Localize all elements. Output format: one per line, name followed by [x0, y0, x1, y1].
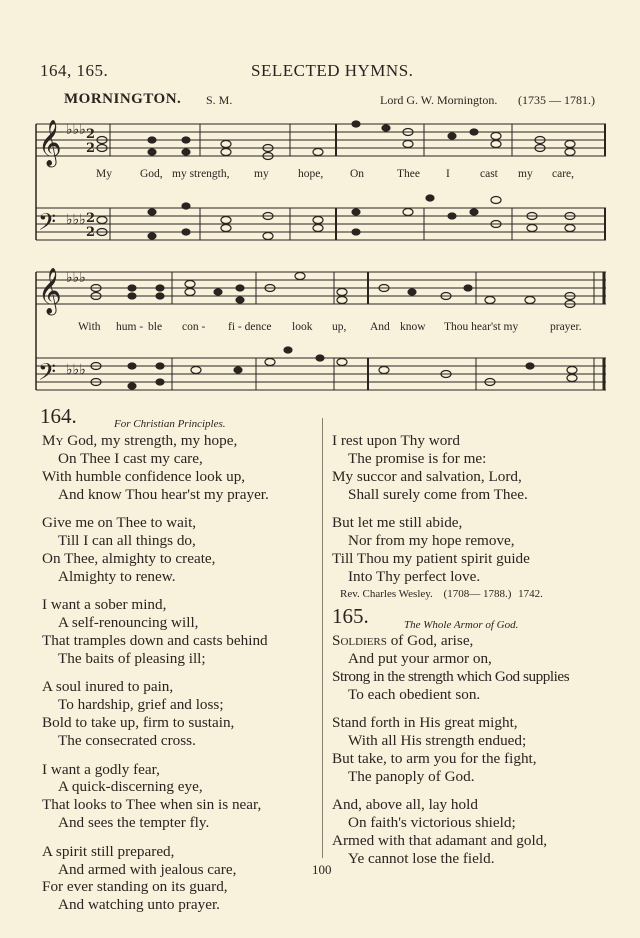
- stanza-1: [42, 432, 269, 504]
- hymn-164-number: 164.: [40, 404, 77, 428]
- verse-line: To hardship, grief and loss;: [58, 696, 224, 714]
- lyric-syllable: My: [96, 168, 112, 180]
- verse-line: And, above all, lay hold: [332, 796, 478, 814]
- lyric-syllable: look: [292, 321, 313, 333]
- lyric-syllable: With: [78, 321, 101, 333]
- verse-line: That tramples down and casts behind: [42, 632, 268, 650]
- lyric-syllable: On: [350, 168, 365, 180]
- verse-line: A self-renouncing will,: [58, 614, 199, 632]
- verse-line: And armed with jealous care,: [58, 860, 237, 878]
- hymn-164-attribution: [332, 588, 543, 600]
- verse-line: On faith's victorious shield;: [348, 814, 516, 832]
- svg-text:𝄢: 𝄢: [38, 358, 57, 391]
- author-name: Rev. Charles Wesley.: [340, 587, 433, 600]
- bass-staff-2: [36, 358, 606, 390]
- svg-text:𝄞: 𝄞: [38, 268, 62, 314]
- verse-line: A spirit still prepared,: [42, 842, 175, 860]
- verse-line: On Thee I cast my care,: [58, 449, 203, 467]
- verse-line: And sees the tempter fly.: [58, 814, 210, 832]
- verse-line: Till Thou my patient spirit guide: [332, 549, 530, 567]
- treble-staff-1: [36, 124, 606, 156]
- lyric-syllable: know: [400, 321, 426, 333]
- lyric-syllable: hope,: [298, 168, 324, 180]
- verse-line: Stand forth in His great might,: [332, 714, 518, 732]
- verse-line: Almighty to renew.: [58, 567, 176, 585]
- verse-line: Shall surely come from Thee.: [348, 485, 528, 503]
- lyric-syllable: prayer.: [550, 321, 582, 333]
- lyric-syllable: I: [446, 168, 450, 180]
- svg-text:♭♭♭: ♭♭♭: [66, 362, 86, 378]
- verse-line: Till I can all things do,: [58, 532, 196, 550]
- lyric-syllable: my: [254, 168, 269, 180]
- verse-line: And watching unto prayer.: [58, 896, 220, 914]
- verse-line: A quick-discerning eye,: [58, 778, 203, 796]
- svg-text:2: 2: [86, 211, 96, 226]
- tune-meter: S. M.: [206, 93, 233, 107]
- lyric-syllable: up,: [332, 321, 347, 333]
- verse-line: On Thee, almighty to create,: [42, 549, 216, 567]
- lyric-syllable: my: [518, 168, 533, 180]
- verse-line: I want a sober mind,: [42, 596, 167, 614]
- svg-text:♭♭♭: ♭♭♭: [66, 122, 86, 138]
- svg-text:𝄞: 𝄞: [38, 120, 62, 166]
- verse-line: Give me on Thee to wait,: [42, 514, 197, 532]
- verse-line: Ye cannot lose the field.: [348, 849, 495, 867]
- lyric-syllable: my strength,: [172, 168, 230, 180]
- music-score: [0, 0, 640, 420]
- lyric-syllable: God,: [140, 168, 163, 180]
- verse-line: The panoply of God.: [348, 767, 475, 785]
- hymn-164-continued: [332, 432, 543, 600]
- lyric-syllable: fi - dence: [228, 321, 272, 333]
- lyric-syllable: And: [370, 321, 390, 333]
- verse-line: Strong in the strength which God supplies: [332, 667, 570, 685]
- verse-line: With humble confidence look up,: [42, 467, 246, 485]
- verse-line: [42, 432, 269, 450]
- verse-line: A soul inured to pain,: [42, 678, 174, 696]
- treble-staff-2: [36, 272, 606, 304]
- verse-line: For ever standing on its guard,: [42, 878, 228, 896]
- verse-line: Into Thy perfect love.: [348, 567, 481, 585]
- stanza-3: [42, 596, 269, 668]
- hymn-164-title: For Christian Principles.: [114, 418, 226, 430]
- first-word: My: [42, 432, 64, 449]
- lyric-syllable: Thou hear'st my: [444, 321, 519, 333]
- svg-text:♭♭♭: ♭♭♭: [66, 212, 86, 228]
- stanza-3: [332, 796, 569, 868]
- svg-text:2: 2: [86, 225, 96, 240]
- verse-line: Armed with that adamant and gold,: [332, 832, 548, 850]
- verse-line: And know Thou hear'st my prayer.: [58, 485, 269, 503]
- verse-text: God, my strength, my hope,: [63, 432, 238, 449]
- author-dates: (1708— 1788.): [443, 587, 512, 600]
- tune-dates: (1735 — 1781.): [518, 93, 595, 107]
- verse-line: My succor and salvation, Lord,: [332, 467, 522, 485]
- verse-line: That looks to Thee when sin is near,: [42, 796, 262, 814]
- page-number: 100: [312, 862, 332, 877]
- lyric-syllable: Thee: [397, 168, 420, 180]
- verse-line: With all His strength endued;: [348, 732, 527, 750]
- hymn-164-text: [42, 432, 269, 925]
- lyric-syllable: cast: [480, 168, 498, 180]
- stanza-2: [42, 514, 269, 586]
- stanza-8: [332, 514, 543, 586]
- verse-line: I want a godly fear,: [42, 760, 160, 778]
- verse-line: But let me still abide,: [332, 514, 463, 532]
- page-ref: 164, 165.: [40, 61, 109, 80]
- tune-composer: Lord G. W. Mornington.: [380, 93, 498, 107]
- stanza-4: [42, 678, 269, 750]
- verse-line: To each obedient son.: [348, 685, 481, 703]
- lyric-syllable: care,: [552, 168, 575, 180]
- hymn-165-title: The Whole Armor of God.: [404, 619, 519, 631]
- verse-line: I rest upon Thy word: [332, 432, 460, 449]
- lyric-syllable: ble: [148, 321, 163, 333]
- stanza-7: [332, 432, 543, 504]
- stanza-1: [332, 632, 569, 704]
- verse-line: And put your armor on,: [348, 649, 492, 667]
- svg-text:𝄢: 𝄢: [38, 208, 57, 241]
- column-divider: [322, 418, 323, 858]
- stanza-5: [42, 761, 269, 833]
- verse-line: The promise is for me:: [348, 449, 487, 467]
- first-word: Soldiers: [332, 632, 387, 649]
- verse-text: of God, arise,: [386, 632, 474, 649]
- verse-line: The consecrated cross.: [58, 732, 196, 750]
- stanza-2: [332, 714, 569, 786]
- verse-line: Nor from my hope remove,: [348, 532, 515, 550]
- hymn-165-number: 165.: [332, 604, 369, 628]
- bass-staff-1: [36, 208, 606, 240]
- author-year: 1742.: [518, 587, 543, 600]
- tune-name: MORNINGTON.: [64, 91, 182, 107]
- lyric-syllable: hum -: [116, 321, 144, 333]
- lyric-syllable: con -: [182, 321, 206, 333]
- section-title: SELECTED HYMNS.: [251, 61, 414, 80]
- verse-line: The baits of pleasing ill;: [58, 649, 206, 667]
- svg-text:♭♭♭: ♭♭♭: [66, 270, 86, 286]
- verse-line: Bold to take up, firm to sustain,: [42, 714, 235, 732]
- svg-text:2: 2: [86, 141, 96, 156]
- hymn-165-text: [332, 632, 569, 878]
- verse-line: [332, 632, 569, 650]
- verse-line: But take, to arm you for the fight,: [332, 749, 537, 767]
- stanza-6: [42, 843, 269, 915]
- svg-text:2: 2: [86, 127, 96, 142]
